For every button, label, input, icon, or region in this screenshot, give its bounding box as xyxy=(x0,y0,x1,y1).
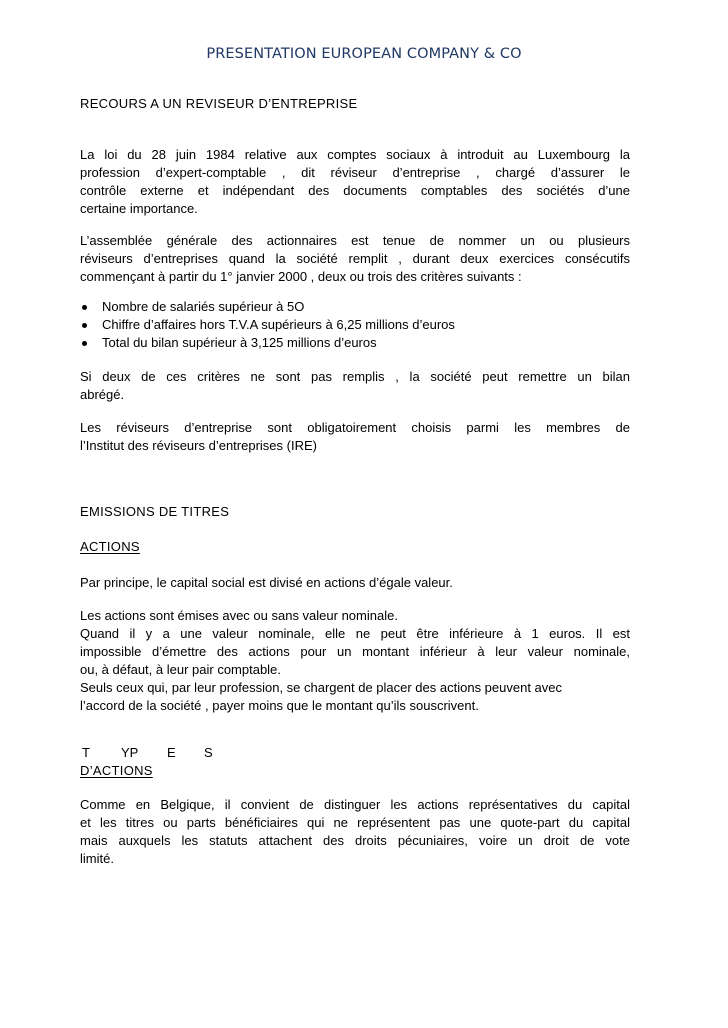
heading-fragment: T xyxy=(82,745,90,760)
paragraph-belgique xyxy=(80,796,630,868)
text-line: certaine importance. xyxy=(80,201,198,216)
paragraph-valeur-nominale xyxy=(80,607,630,715)
text-line: limité. xyxy=(80,851,114,866)
bullet-icon xyxy=(82,305,87,310)
document-header: PRESENTATION EUROPEAN COMPANY & CO xyxy=(206,46,522,62)
bullet-icon xyxy=(82,323,87,328)
heading-fragment: S xyxy=(204,745,213,760)
text-line: Seuls ceux qui, par leur profession, se chargent de placer des actions peuvent avec xyxy=(80,680,563,695)
subheading-d-actions: D’ACTIONS xyxy=(80,763,153,778)
text-line: et les titres ou parts bénéficiaires qui ne représentent pas une quote-part du capital xyxy=(80,815,630,830)
text-line: Si deux de ces critères ne sont pas remplis , la société peut remettre un bilan xyxy=(80,369,630,384)
text-line: profession d’expert-comptable , dit réviseur d’entreprise , chargé d’assurer le xyxy=(80,165,630,180)
text-line: La loi du 28 juin 1984 relative aux comptes sociaux à introduit au Luxembourg la xyxy=(80,147,630,162)
list-item xyxy=(80,334,455,352)
text-line: Quand il y a une valeur nominale, elle ne peut être inférieure à 1 euros. Il est xyxy=(80,626,630,641)
paragraph-bilan-abrege xyxy=(80,368,630,404)
section-heading-emissions: EMISSIONS DE TITRES xyxy=(80,504,230,519)
heading-fragment: E xyxy=(167,745,176,760)
paragraph-capital-social xyxy=(80,574,630,592)
text-line: Comme en Belgique, il convient de distinguer les actions représentatives du capital xyxy=(80,797,630,812)
text-line: abrégé. xyxy=(80,387,125,402)
text-line: Les actions sont émises avec ou sans valeur nominale. xyxy=(80,608,398,623)
subheading-actions: ACTIONS xyxy=(80,539,140,554)
list-item-text: Nombre de salariés supérieur à 5O xyxy=(102,299,305,314)
text-line: impossible d’émettre des actions pour un montant inférieur à leur valeur nominale, xyxy=(80,644,630,659)
bullet-icon xyxy=(82,341,87,346)
text-line: commençant à partir du 1° janvier 2000 , deux ou trois des critères suivants : xyxy=(80,269,522,284)
list-item-text: Chiffre d’affaires hors T.V.A supérieurs à 6,25 millions d’euros xyxy=(102,317,455,332)
paragraph-assemblee xyxy=(80,232,630,286)
text-line: réviseurs d’entreprises quand la société remplit , durant deux exercices consécutifs xyxy=(80,251,630,266)
text-line: mais auxquels les statuts attachent des droits pécuniaires, voire un droit de vote xyxy=(80,833,630,848)
list-item-text: Total du bilan supérieur à 3,125 millions d’euros xyxy=(102,335,377,350)
paragraph-ire xyxy=(80,419,630,455)
section-heading-reviseur: RECOURS A UN REVISEUR D’ENTREPRISE xyxy=(80,96,358,111)
text-line: L’assemblée générale des actionnaires est tenue de nommer un ou plusieurs xyxy=(80,233,630,248)
text-line: l’accord de la société , payer moins que le montant qu’ils souscrivent. xyxy=(80,698,479,713)
text-line: Par principe, le capital social est divisé en actions d’égale valeur. xyxy=(80,575,453,590)
paragraph-loi-1984 xyxy=(80,146,630,218)
list-item xyxy=(80,298,455,316)
text-line: contrôle externe et indépendant des documents comptables des sociétés d’une xyxy=(80,183,630,198)
text-line: ou, à défaut, à leur pair comptable. xyxy=(80,662,281,677)
text-line: l’Institut des réviseurs d’entreprises (IRE) xyxy=(80,438,317,453)
heading-fragment: YP xyxy=(121,745,139,760)
criteria-list xyxy=(80,298,455,352)
text-line: Les réviseurs d’entreprise sont obligatoirement choisis parmi les membres de xyxy=(80,420,630,435)
list-item xyxy=(80,316,455,334)
